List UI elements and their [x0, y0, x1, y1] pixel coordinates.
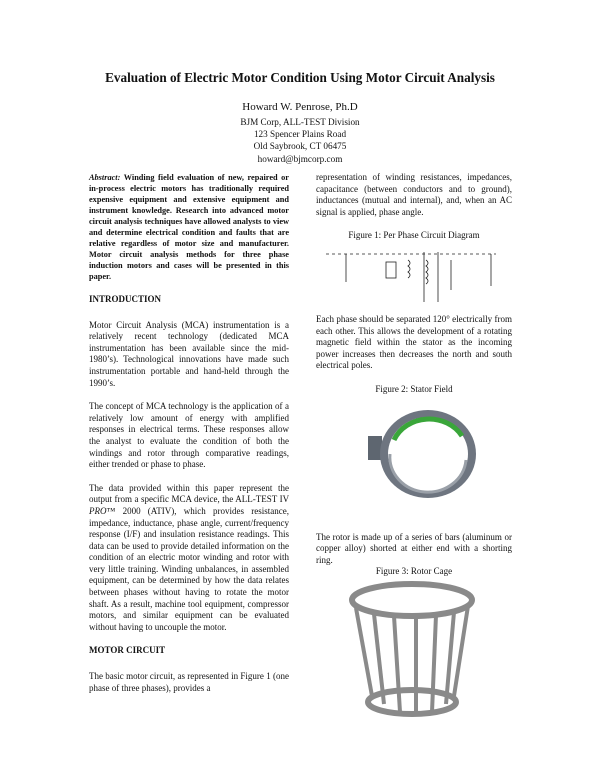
rotor-bar-2: [374, 614, 384, 704]
figure-2-stator-field: [316, 396, 512, 526]
affiliation-street: 123 Spencer Plains Road: [253, 129, 347, 140]
affiliation-email[interactable]: howard@bjmcorp.com: [257, 153, 343, 164]
abstract: [89, 172, 289, 282]
paper-title: Evaluation of Electric Motor Condition Using Motor Circuit Analysis: [105, 70, 495, 85]
intro-paragraph-3: [89, 483, 289, 634]
right-paragraph-1: representation of winding resistances, impedances, capacitance (between conductors and to ground), inductances (mutual and internal), and, when an AC signal is applied, phase angle.: [316, 172, 512, 217]
circuit-inductor-1: [408, 260, 410, 278]
right-column: [316, 172, 512, 724]
right-paragraph-2: Each phase should be separated 120° electrically from each other. This allows the development of a rotating magnetic field within the stator as the incoming power increases then decreases the north and south electrical poles.: [316, 313, 512, 371]
rotor-bar-7: [454, 606, 468, 696]
circuit-capacitor: [386, 262, 396, 278]
rotor-bar-1: [356, 608, 372, 696]
figure-3-caption: Figure 3: Rotor Cage: [375, 566, 453, 577]
intro-p3-pro: PRO: [89, 505, 107, 516]
motor-paragraph-1: The basic motor circuit, as represented in Figure 1 (one phase of three phases), provides a: [89, 671, 289, 693]
circuit-inductor-2: [426, 260, 428, 284]
affiliation-city: Old Saybrook, CT 06475: [253, 141, 347, 152]
rotor-bar-3: [394, 616, 400, 712]
abstract-label: Abstract:: [89, 173, 121, 182]
section-heading-introduction: INTRODUCTION: [89, 294, 162, 304]
figure-1-circuit-diagram: [316, 242, 512, 308]
intro-p3-start: The data provided within this paper represent the output from a specific MCA device, the ALL-TEST IV: [89, 482, 289, 505]
right-paragraph-3: The rotor is made up of a series of bars (aluminum or copper alloy) shorted at either end with a shorting ring.: [316, 531, 512, 565]
author-affiliation: [0, 116, 600, 165]
intro-paragraph-2: The concept of MCA technology is the application of a relatively low amount of energy with amplified responses in electrical terms. These responses allow the analyst to evaluate the condition of both the windings and rotor through comparative readings, either trended or phase to phase.: [89, 401, 289, 470]
stator-terminal-box: [368, 436, 382, 460]
abstract-body: Winding field evaluation of new, repaired or in-process electric motors has traditionally required expensive equipment and extensive equipment and instrument knowledge. Research into advanced motor circuit analysis techniques have allowed analysts to view and determine electrical condition and faults that are relative regardless of motor size and manufacturer. Motor circuit analysis methods for three phase induction motors and cases will be presented in this paper.: [89, 173, 289, 281]
intro-p3-end: ™ 2000 (ATIV), which provides resistance, impedance, inductance, phase angle, current/frequency response (I/F) and insulation resistance readings. This data can be used to provide detailed information on the condition of an electric motor winding and rotor with very little training. Winding unbalances, in assembled equipment, can be determined by how the data relates between phases without having to rotate the motor shaft. As a result, machine tool equipment, compressor motors, and similar equipment can be evaluated without having to uncouple the motor.: [89, 505, 289, 632]
rotor-bar-5: [432, 615, 436, 712]
intro-paragraph-1: Motor Circuit Analysis (MCA) instrumentation is a relatively recent technology (dedicated MCA instrumentation has been available since the mid-1980’s). Technological innovations have made such instrumentation portable and hand-held through the 1990’s.: [89, 319, 289, 388]
section-heading-motor-circuit: MOTOR CIRCUIT: [89, 645, 166, 656]
author-name: Howard W. Penrose, Ph.D: [242, 101, 358, 113]
affiliation-company: BJM Corp, ALL-TEST Division: [240, 117, 360, 127]
figure-2-caption: Figure 2: Stator Field: [375, 383, 453, 394]
left-column: [89, 172, 289, 706]
figure-3-rotor-cage: [316, 578, 512, 724]
rotor-top-ring: [352, 584, 472, 616]
figure-1-caption: Figure 1: Per Phase Circuit Diagram: [348, 230, 480, 241]
rotor-bar-6: [446, 612, 454, 704]
